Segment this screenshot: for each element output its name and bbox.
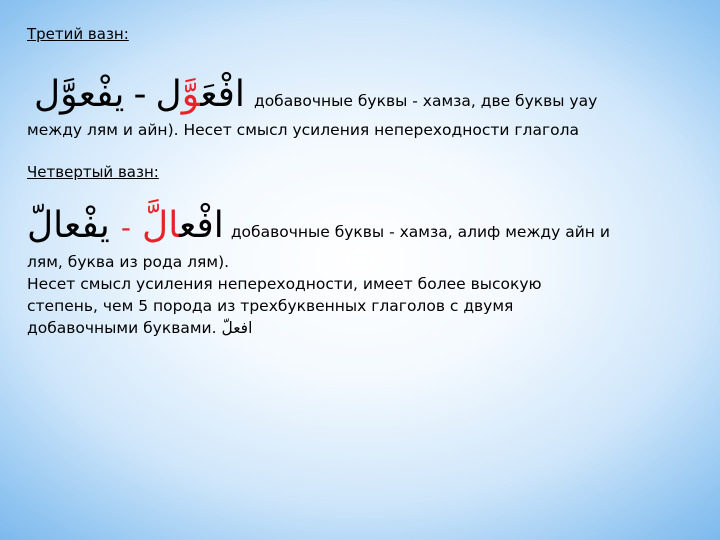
fourth-form-desc-line2: лям, буква из рода лям). bbox=[27, 253, 230, 271]
third-form-perfect-black: ل bbox=[155, 74, 182, 115]
third-form-heading: Третий вазн: bbox=[27, 25, 129, 43]
third-form-perfect-black2: افْعَ bbox=[200, 74, 245, 115]
third-form-arabic-row bbox=[34, 74, 597, 115]
fourth-form-desc-line5-row bbox=[27, 317, 252, 339]
third-form-desc-line2: между лям и айн). Несет смысл усиления непереходности глагола bbox=[27, 121, 579, 139]
fourth-form-desc-line3: Несет смысл усиления непереходности, имеет более высокую bbox=[27, 275, 542, 293]
fourth-form-arabic-row bbox=[27, 205, 610, 246]
fourth-form-perfect bbox=[142, 205, 224, 246]
fourth-form-perfect-red: الَّ bbox=[142, 205, 180, 246]
fourth-form-desc-line4: степень, чем 5 порода из трехбуквенных глаголов с двумя bbox=[27, 297, 514, 315]
fourth-form-desc-line1: добавочные буквы - хамза, алиф между айн и bbox=[230, 223, 610, 241]
third-form-perfect bbox=[156, 74, 245, 115]
third-form-dash: - bbox=[133, 74, 147, 115]
fourth-form-dash: - bbox=[120, 211, 131, 244]
third-form-imperfect: يفْعوَّل bbox=[34, 74, 125, 115]
third-form-perfect-red: وَّ bbox=[181, 74, 201, 115]
fourth-form-desc-line5-arabic: افعلّ bbox=[221, 319, 253, 337]
fourth-form-imperfect: يفْعالّ bbox=[27, 205, 110, 246]
fourth-form-heading: Четвертый вазн: bbox=[27, 163, 159, 181]
fourth-form-desc-line5: добавочными буквами. bbox=[27, 319, 217, 337]
fourth-form-perfect-black: افْع bbox=[179, 205, 224, 246]
third-form-desc-line1: добавочные буквы - хамза, две буквы уау bbox=[253, 92, 598, 110]
